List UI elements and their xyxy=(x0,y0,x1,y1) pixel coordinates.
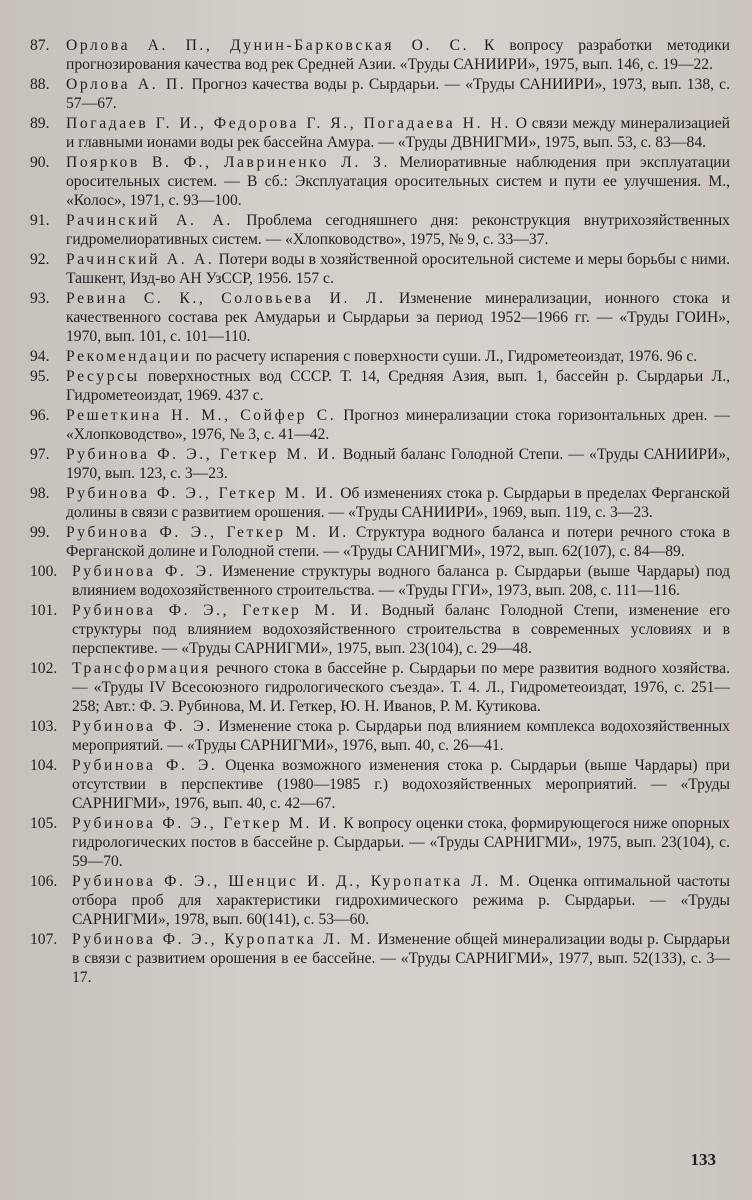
reference-author: Погадаев Г. И., Федорова Г. Я., Погадаева Н. Н. xyxy=(66,115,511,132)
reference-author: Ревина С. К., Соловьева И. Л. xyxy=(66,290,386,307)
reference-number: 97. xyxy=(30,446,50,463)
page-number: 133 xyxy=(690,1150,716,1169)
reference-text: Водный баланс Голодной Степи. — «Труды САНИИРИ», 1970, вып. 123, с. 3—23. xyxy=(66,446,731,482)
reference-item xyxy=(30,347,730,366)
reference-number: 103. xyxy=(30,718,58,735)
reference-number: 88. xyxy=(30,76,50,93)
reference-item xyxy=(30,659,730,716)
reference-item xyxy=(30,601,730,658)
reference-text: Потери воды в хозяйственной оросительной системе и меры борьбы с ними. Ташкент, Изд-во АН УзССР, 1956. 157 с. xyxy=(66,251,731,287)
reference-number: 99. xyxy=(30,524,50,541)
reference-item xyxy=(30,562,730,600)
reference-text: Мелиоративные наблюдения при эксплуатации оросительных систем. — В сб.: Эксплуатация оросительных систем и пути ее улучшения. М., «Колос», 1971, с. 93—100. xyxy=(66,154,730,209)
reference-number: 98. xyxy=(30,485,50,502)
reference-author: Рубинова Ф. Э., Шенцис И. Д., Куропатка Л. М. xyxy=(72,873,523,890)
reference-item xyxy=(30,36,730,74)
reference-author: Трансформация xyxy=(72,660,211,677)
reference-text: К вопросу оценки стока, формирующегося ниже опорных гидрологических постов в бассейне р. Сырдарьи. — «Труды САРНИГМИ», 1975, вып. 23(104), с. 59—70. xyxy=(72,815,730,870)
reference-item xyxy=(30,484,730,522)
reference-item xyxy=(30,523,730,561)
reference-author: Рубинова Ф. Э. xyxy=(72,563,216,580)
reference-number: 106. xyxy=(30,873,58,890)
reference-item xyxy=(30,250,730,288)
reference-text: Прогноз качества воды р. Сырдарьи. — «Труды САНИИРИ», 1973, вып. 138, с. 57—67. xyxy=(66,76,731,112)
reference-number: 91. xyxy=(30,212,50,229)
reference-author: Рубинова Ф. Э. xyxy=(72,757,218,774)
reference-author: Рубинова Ф. Э., Геткер М. И. xyxy=(72,815,340,832)
reference-author: Орлова А. П., Дунин-Барковская О. С. xyxy=(66,37,470,54)
reference-author: Рачинский А. А. xyxy=(66,212,233,229)
reference-item xyxy=(30,930,730,987)
reference-author: Рекомендации xyxy=(66,348,192,365)
reference-item xyxy=(30,717,730,755)
reference-item xyxy=(30,153,730,210)
reference-text: Прогноз минерализации стока горизонтальных дрен. — «Хлопководство», 1976, № 3, с. 41—42. xyxy=(66,407,730,443)
reference-author: Ресурсы xyxy=(66,368,140,385)
reference-number: 87. xyxy=(30,37,50,54)
reference-author: Решеткина Н. М., Сойфер С. xyxy=(66,407,337,424)
reference-item xyxy=(30,756,730,813)
reference-author: Рубинова Ф. Э., Геткер М. И. xyxy=(66,446,338,463)
reference-number: 89. xyxy=(30,115,50,132)
reference-number: 105. xyxy=(30,815,58,832)
reference-item xyxy=(30,289,730,346)
reference-number: 95. xyxy=(30,368,50,385)
reference-author: Орлова А. П. xyxy=(66,76,187,93)
reference-number: 107. xyxy=(30,931,58,948)
reference-author: Рубинова Ф. Э., Геткер М. И. xyxy=(72,602,371,619)
reference-item xyxy=(30,406,730,444)
reference-number: 100. xyxy=(30,563,58,580)
reference-number: 96. xyxy=(30,407,50,424)
reference-text: по расчету испарения с поверхности суши. Л., Гидрометеоиздат, 1976. 96 с. xyxy=(191,348,698,365)
reference-text: Проблема сегодняшнего дня: реконструкция внутрихозяйственных гидромелиоративных систем. — «Хлопководство», 1975, № 9, с. 33—37. xyxy=(66,212,730,248)
reference-number: 104. xyxy=(30,757,58,774)
reference-item xyxy=(30,445,730,483)
reference-text: Изменение общей минерализации воды р. Сырдарьи в связи с развитием орошения в ее бассейне. — «Труды САРНИГМИ», 1977, вып. 52(133), с. 3—17. xyxy=(72,931,730,986)
reference-text: Оценка возможного изменения стока р. Сырдарьи (выше Чардары) при отсутствии в перспективе (1980—1985 г.) водохозяйственных мероприятий. — «Труды САРНИГМИ», 1976, вып. 40, с. 42—67. xyxy=(72,757,730,812)
reference-text: Изменение структуры водного баланса р. Сырдарьи (выше Чардары) под влиянием водохозяйственного строительства. — «Труды ГГИ», 1973, вып. 208, с. 111—116. xyxy=(72,563,730,599)
reference-number: 93. xyxy=(30,290,50,307)
reference-item xyxy=(30,367,730,405)
reference-author: Рубинова Ф. Э., Геткер М. И. xyxy=(66,485,336,502)
reference-author: Рубинова Ф. Э., Куропатка Л. М. xyxy=(72,931,374,948)
reference-text: Изменение стока р. Сырдарьи под влиянием комплекса водохозяйственных мероприятий. — «Труды САРНИГМИ», 1976, вып. 40, с. 26—41. xyxy=(72,718,730,754)
reference-text: Водный баланс Голодной Степи, изменение его структуры под влиянием водохозяйственного строительства в современных условиях и в перспективе. — «Труды САРНИГМИ», 1975, вып. 23(104), с. 29—48. xyxy=(72,602,730,657)
reference-item xyxy=(30,75,730,113)
reference-number: 90. xyxy=(30,154,50,171)
reference-author: Поярков В. Ф., Лавриненко Л. З. xyxy=(66,154,390,171)
reference-item xyxy=(30,211,730,249)
reference-text: Об изменениях стока р. Сырдарьи в пределах Ферганской долины в связи с развитием орошения. — «Труды САНИИРИ», 1969, вып. 119, с. 3—23. xyxy=(66,485,730,521)
reference-text: О связи между минерализацией и главными ионами воды рек бассейна Амура. — «Труды ДВНИГМИ», 1975, вып. 53, с. 83—84. xyxy=(66,115,730,151)
reference-item xyxy=(30,114,730,152)
reference-text: К вопросу разработки методики прогнозирования качества вод рек Средней Азии. «Труды САНИИРИ», 1975, вып. 146, с. 19—22. xyxy=(66,37,730,73)
reference-number: 92. xyxy=(30,251,50,268)
reference-text: Оценка оптимальной частоты отбора проб для характеристики гидрохимического режима р. Сырдарьи. — «Труды САРНИГМИ», 1978, вып. 60(141), с. 53—60. xyxy=(72,873,730,928)
reference-text: Структура водного баланса и потери речного стока в Ферганской долине и Голодной степи. — «Труды САНИГМИ», 1972, вып. 62(107), с. 84—89. xyxy=(66,524,730,560)
reference-list xyxy=(30,36,730,988)
reference-number: 94. xyxy=(30,348,50,365)
reference-author: Рубинова Ф. Э., Геткер М. И. xyxy=(66,524,349,541)
reference-item xyxy=(30,872,730,929)
reference-author: Рачинский А. А. xyxy=(66,251,215,268)
reference-text: Изменение минерализации, ионного стока и качественного состава рек Амударьи и Сырдарьи за период 1952—1966 гг. — «Труды ГОИН», 1970, вып. 101, с. 101—110. xyxy=(66,290,731,345)
reference-item xyxy=(30,814,730,871)
reference-number: 101. xyxy=(30,602,58,619)
reference-number: 102. xyxy=(30,660,58,677)
reference-author: Рубинова Ф. Э. xyxy=(72,718,213,735)
reference-text: речного стока в бассейне р. Сырдарьи по мере развития водного хозяйства. — «Труды IV Всесоюзного гидрологического съезда». Т. 4. Л., Гидрометеоиздат, 1976, с. 251—258; Авт.: Ф. Э. Рубинова, М. И. Геткер, Ю. Н. Иванов, Р. М. Кутикова. xyxy=(72,660,730,715)
reference-text: поверхностных вод СССР. Т. 14, Средняя Азия, вып. 1, бассейн р. Сырдарьи Л., Гидрометеоиздат, 1969. 437 с. xyxy=(66,368,730,404)
